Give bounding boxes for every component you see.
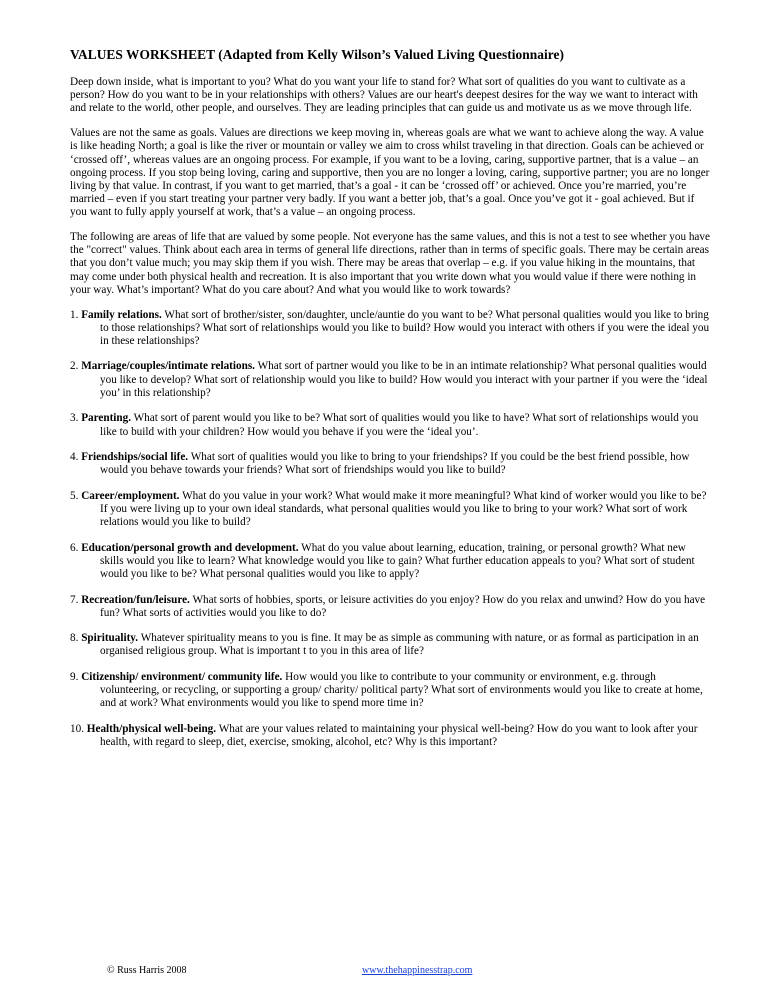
values-vs-goals-paragraph: Values are not the same as goals. Values are directions we keep moving in, whereas goals are what we want to achieve along the way. A value is like heading North; a goal is like the river or mountain or valley we aim to cross whilst traveling in that direction. Goals can be achieved or ‘crossed off’, whereas values are an ongoing process. For example, if you want to be a loving, caring, supportive partner, that is a value – an ongoing process. If you stop being loving, caring and supportive, then you are no longer a loving, caring, supportive partner; you are no longer living by that value. In contrast, if you want to get married, that’s a goal - it can be ‘crossed off’ or achieved. Once you’re married, you’re married – even if you start treating your partner very badly. If you want a better job, that’s a goal. Once you’ve got it - goal achieved. But if you want to fully apply yourself at work, that’s a value – an ongoing process. [70,127,710,219]
item-number: 5. [70,489,79,502]
item-number: 9. [70,670,79,683]
list-item [70,490,710,530]
item-text: How would you like to contribute to your community or environment, e.g. through volunteering, or recycling, or supporting a group/ charity/ political party? What sort of environments would you like to create at home, and at work? What environments would you like to spend more time in? [100,670,703,710]
list-item [70,309,710,349]
item-number: 7. [70,593,79,606]
item-number: 10. [70,722,84,735]
item-heading: Education/personal growth and development. [81,541,299,554]
item-number: 1. [70,308,79,321]
item-text: What do you value about learning, education, training, or personal growth? What new skills would you like to learn? What knowledge would you like to gain? What further education appeals to you? What sort of student would you like to be? What personal qualities would you like to apply? [100,541,695,581]
list-item [70,542,710,582]
item-number: 3. [70,412,79,425]
list-item [70,723,710,749]
list-item [70,594,710,620]
item-heading: Career/employment. [81,489,180,502]
item-text: What sort of partner would you like to be in an intimate relationship? What personal qualities would you like to develop? What sort of relationship would you like to build? How would you interact with your partner if you were the ‘ideal you’ in this relationship? [100,360,708,399]
list-item [70,412,710,438]
list-item [70,632,710,658]
item-heading: Family relations. [81,308,162,321]
item-text: What do you value in your work? What would make it more meaningful? What kind of worker would you like to be? If you were living up to your own ideal standards, what personal qualities would you like to bring to your work? What sort of work relations would you like to build? [100,489,707,529]
page-footer [0,965,768,981]
item-number: 4. [70,451,79,464]
item-heading: Friendships/social life. [81,451,189,464]
item-number: 8. [70,632,79,645]
item-text: Whatever spirituality means to you is fine. It may be as simple as communing with nature, or as formal as participation in an organised religious group. What is important t to you in this area of life? [100,632,699,658]
website-link[interactable]: www.thehappinesstrap.com [362,965,473,976]
item-number: 2. [70,360,79,373]
list-item [70,451,710,477]
item-text: What sort of parent would you like to be? What sort of qualities would you like to have? What sort of relationships would you like to build with your children? How would you behave if you were the ‘ideal you’. [100,412,699,438]
list-item [70,671,710,711]
item-number: 6. [70,541,79,554]
item-text: What are your values related to maintaining your physical well-being? How do you want to look after your health, with regard to sleep, diet, exercise, smoking, alcohol, etc? Why is this important? [100,722,698,749]
list-item [70,360,710,400]
item-heading: Parenting. [81,412,132,425]
page-title: VALUES WORKSHEET (Adapted from Kelly Wilson’s Valued Living Questionnaire) [70,47,565,62]
copyright-notice: © Russ Harris 2008 [107,965,187,976]
item-heading: Marriage/couples/intimate relations. [81,360,255,373]
item-text: What sort of qualities would you like to bring to your friendships? If you could be the best friend possible, how would you behave towards your friends? What sort of friendships would you like to build? [100,451,690,477]
item-heading: Health/physical well-being. [86,722,217,735]
item-text: What sorts of hobbies, sports, or leisure activities do you enjoy? How do you relax and unwind? How do you have fun? What sorts of activities would you like to do? [100,593,706,619]
item-text: What sort of brother/sister, son/daughter, uncle/auntie do you want to be? What personal qualities would you like to bring to those relationships? What sort of relationships would you like to build? How would you interact with others if you were the ideal you in these relationships? [100,308,710,347]
worksheet-page [70,47,710,762]
item-heading: Spirituality. [81,632,139,645]
life-areas-list [70,309,710,750]
intro-paragraph: Deep down inside, what is important to you? What do you want your life to stand for? What sort of qualities do you want to cultivate as a person? How do you want to be in your relationships with others? Values are our heart's deepest desires for the way we want to interact with and relate to the world, other people, and ourselves. They are leading principles that can guide us and motivate us as we move through life. [70,76,698,115]
life-areas-intro-paragraph: The following are areas of life that are valued by some people. Not everyone has the same values, and this is not a test to see whether you have the "correct" values. Think about each area in terms of general life directions, rather than in terms of specific goals. There may be certain areas that you don’t value much; you may skip them if you wish. There may be areas that overlap – e.g. if you value hiking in the mountains, that may come under both physical health and recreation. It is also important that you write down what you would value if there were nothing in your way. What’s important? What do you care about? And what you would like to work towards? [70,231,710,296]
item-heading: Recreation/fun/leisure. [81,593,190,606]
item-heading: Citizenship/ environment/ community life. [81,670,283,683]
